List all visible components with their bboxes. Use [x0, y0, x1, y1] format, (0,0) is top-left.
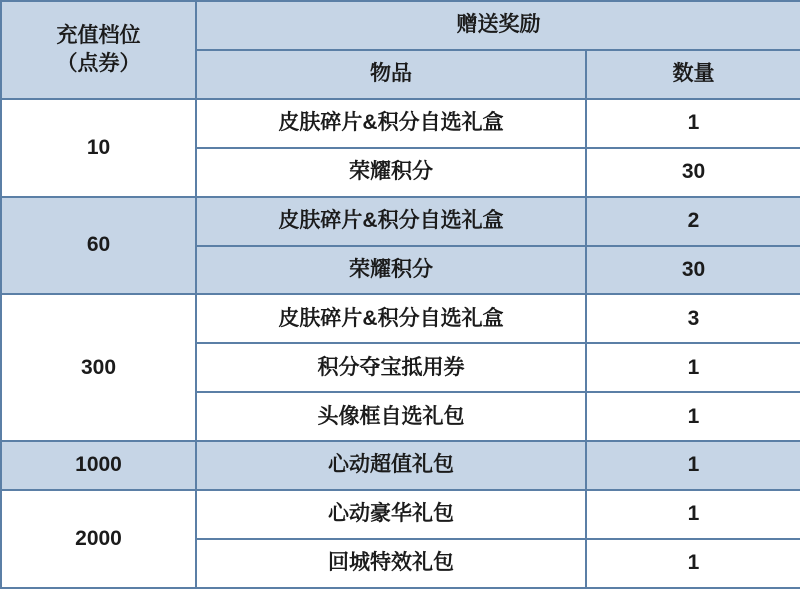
reward-item: 回城特效礼包 — [196, 539, 586, 588]
reward-item: 荣耀积分 — [196, 246, 586, 295]
tier-value: 2000 — [1, 490, 196, 588]
table-body — [1, 1, 800, 588]
reward-count: 3 — [586, 294, 800, 343]
reward-count: 1 — [586, 99, 800, 148]
reward-count: 30 — [586, 246, 800, 295]
reward-item: 皮肤碎片&积分自选礼盒 — [196, 99, 586, 148]
reward-count: 1 — [586, 441, 800, 490]
reward-count: 1 — [586, 392, 800, 441]
table-row — [1, 490, 800, 539]
reward-item: 心动超值礼包 — [196, 441, 586, 490]
reward-item: 皮肤碎片&积分自选礼盒 — [196, 197, 586, 246]
header-tier-line1: 充值档位 — [56, 23, 141, 47]
header-reward-cell: 赠送奖励 — [196, 1, 800, 50]
table-row — [1, 441, 800, 490]
reward-item: 皮肤碎片&积分自选礼盒 — [196, 294, 586, 343]
reward-count: 1 — [586, 343, 800, 392]
reward-count: 1 — [586, 539, 800, 588]
tier-value: 10 — [1, 99, 196, 197]
tier-value: 300 — [1, 294, 196, 441]
reward-item: 积分夺宝抵用券 — [196, 343, 586, 392]
reward-item: 头像框自选礼包 — [196, 392, 586, 441]
reward-count: 2 — [586, 197, 800, 246]
reward-item: 荣耀积分 — [196, 148, 586, 197]
table-row — [1, 294, 800, 343]
reward-count: 30 — [586, 148, 800, 197]
header-tier-cell — [1, 1, 196, 99]
reward-count: 1 — [586, 490, 800, 539]
table-row — [1, 197, 800, 246]
reward-item: 心动豪华礼包 — [196, 490, 586, 539]
header-count-cell: 数量 — [586, 50, 800, 99]
tier-value: 60 — [1, 197, 196, 295]
table-row — [1, 99, 800, 148]
table-header-row-1 — [1, 1, 800, 50]
header-tier-line2: （点券） — [56, 51, 141, 75]
header-item-cell: 物品 — [196, 50, 586, 99]
tier-value: 1000 — [1, 441, 196, 490]
